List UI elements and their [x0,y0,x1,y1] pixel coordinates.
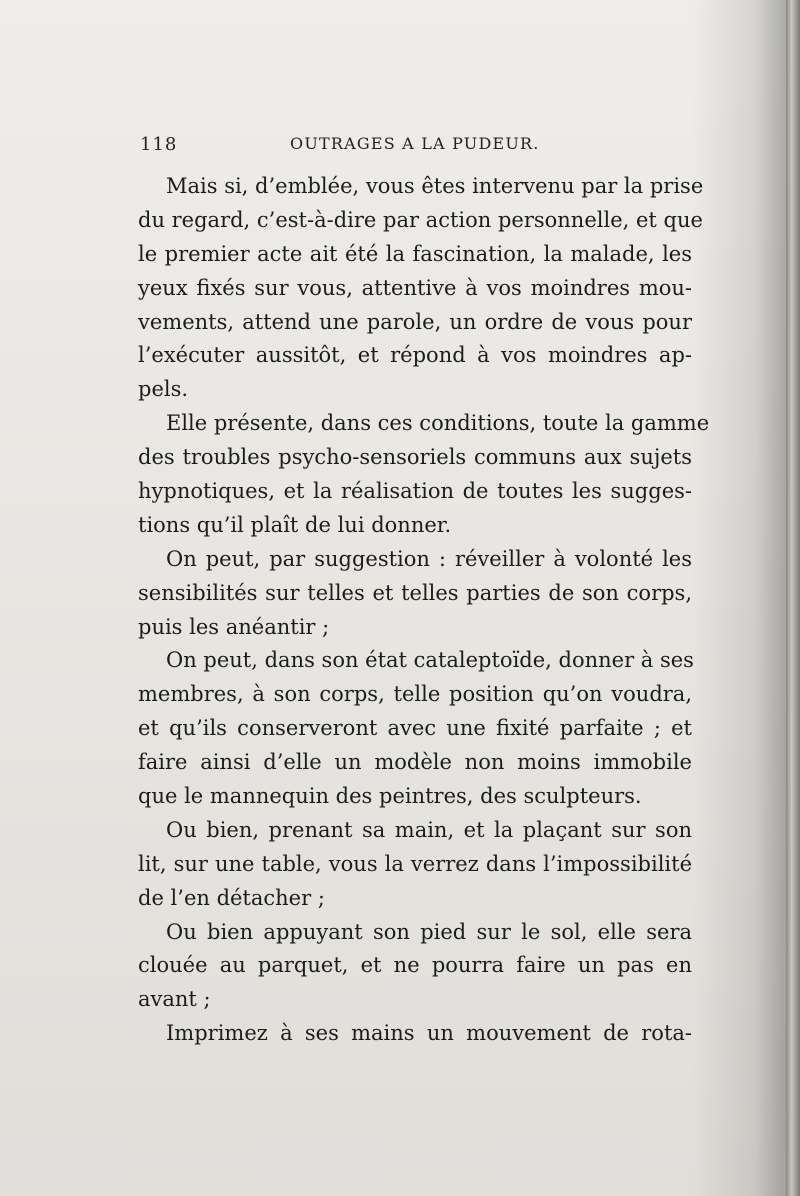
text-line: tions qu’il plaît de lui donner. [138,512,452,537]
text-line: le premier acte ait été la fascination, la malade, les [138,241,692,266]
text-line: Mais si, d’emblée, vous êtes intervenu par la prise [166,174,704,198]
text-line: que le mannequin des peintres, des sculpteurs. [138,784,642,809]
text-line: membres, à son corps, telle position qu’on voudra, [138,682,692,707]
text-line: clouée au parquet, et ne pourra faire un pas en [138,953,692,978]
page-header [140,130,692,160]
text-line: hypnotiques, et la réalisation de toutes les sugges- [138,479,692,504]
page-edge [786,0,800,1196]
text-line: des troubles psycho-sensoriels communs aux sujets [138,445,692,470]
text-line: vements, attend une parole, un ordre de vous pour [138,309,692,334]
text-line: Ou bien, prenant sa main, et la plaçant sur son [166,817,692,842]
text-line: du regard, c’est-à-dire par action personnelle, et que [138,207,703,232]
text-line: On peut, par suggestion : réveiller à volonté les [166,546,692,571]
page-number: 118 [140,134,178,155]
text-line: On peut, dans son état cataleptoïde, donner à ses [166,648,694,673]
text-line: avant ; [138,987,211,1012]
text-line: Imprimez à ses mains un mouvement de rota- [166,1021,692,1046]
text-line: lit, sur une table, vous la verrez dans l’impossibilité [138,851,692,876]
text-line: l’exécuter aussitôt, et répond à vos moindres ap- [138,343,692,368]
text-line: sensibilités sur telles et telles parties de son corps, [138,580,692,605]
text-line: Ou bien appuyant son pied sur le sol, elle sera [166,919,692,944]
text-line: yeux fixés sur vous, attentive à vos moindres mou- [138,275,692,300]
text-line: faire ainsi d’elle un modèle non moins immobile [138,750,692,775]
text-line: puis les anéantir ; [138,614,330,639]
text-line: de l’en détacher ; [138,885,325,910]
text-line: pels. [138,377,189,402]
body-text [138,170,710,1051]
text-line: et qu’ils conserveront avec une fixité parfaite ; et [138,716,692,741]
text-line: Elle présente, dans ces conditions, toute la gamme [166,411,710,436]
running-title: OUTRAGES A LA PUDEUR. [290,134,540,153]
